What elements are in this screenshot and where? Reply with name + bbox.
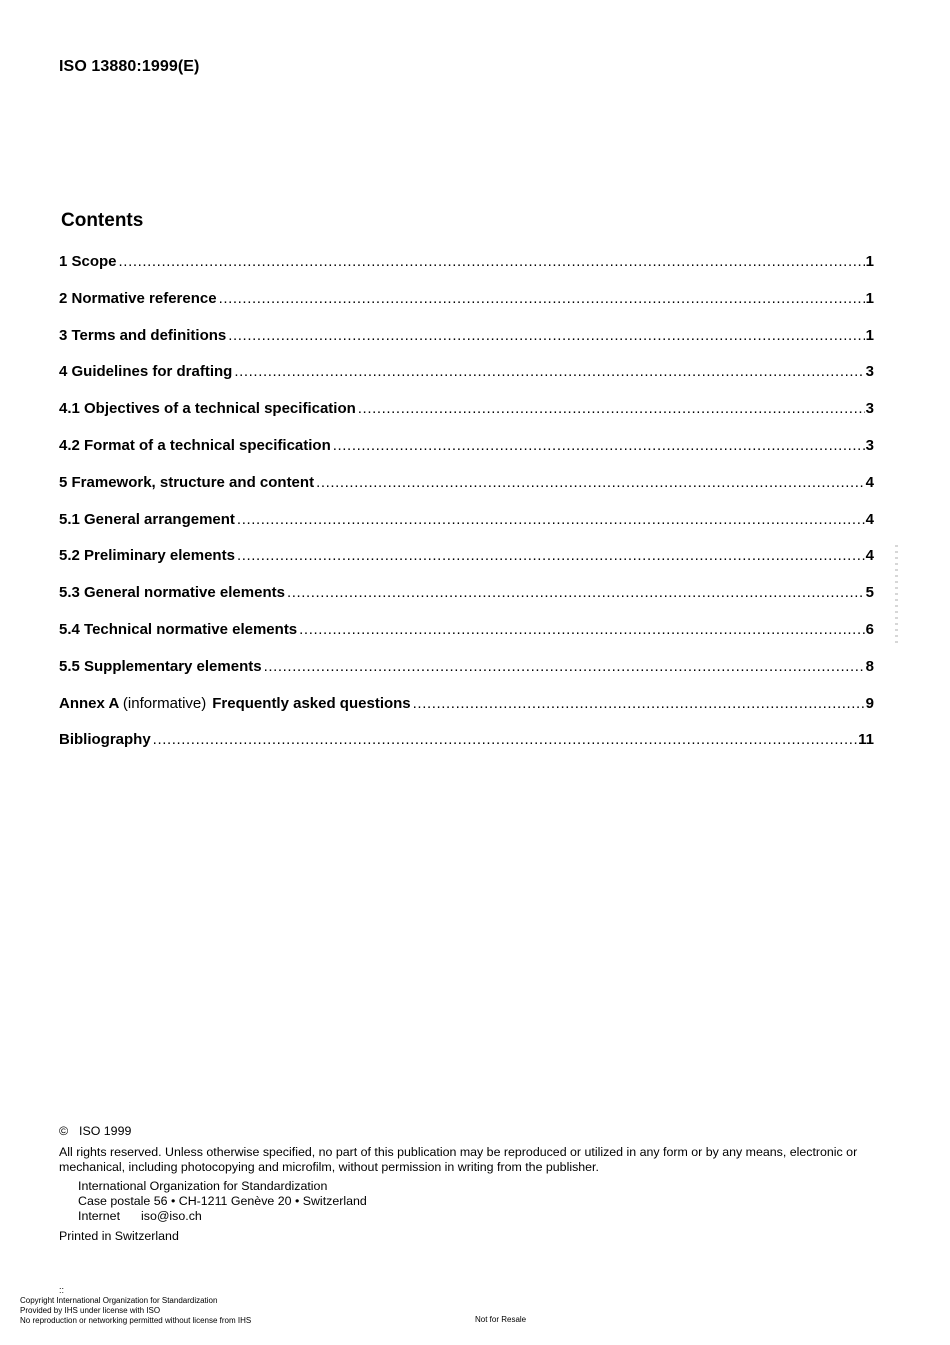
internet-label: Internet [78,1209,121,1223]
toc-entry-objectives[interactable] [59,400,874,437]
toc-leader-dots [119,253,865,270]
toc-entry-page: 6 [865,620,874,638]
toc-entry-page: 5 [865,584,874,602]
copyright-block [59,1124,879,1244]
toc-leader-dots [316,474,865,491]
toc-entry-title: 4.2 Format of a technical specification [59,436,331,454]
footer-dots: :: [59,1285,65,1295]
toc-entry-preliminary-elements[interactable] [59,547,874,584]
toc-entry-title: 5.1 General arrangement [59,510,235,528]
toc-entry-page: 3 [865,436,874,454]
toc-entry-framework[interactable] [59,474,874,511]
toc-leader-dots [358,400,865,417]
toc-entry-annex-a[interactable] [59,695,874,732]
toc-entry-supplementary-elements[interactable] [59,658,874,695]
copyright-symbol: © [59,1124,69,1138]
toc-leader-dots [287,584,865,601]
postal-address: Case postale 56 • CH-1211 Genève 20 • Switzerland [78,1194,367,1208]
toc-leader-dots [219,290,865,307]
table-of-contents [59,253,874,768]
annex-label: Annex A [59,694,119,712]
toc-entry-page: 1 [865,289,874,307]
toc-entry-title: 1 Scope [59,253,117,270]
toc-entry-page: 4 [865,473,874,491]
toc-entry-title: 2 Normative reference [59,289,217,307]
toc-entry-normative-reference[interactable] [59,290,874,327]
toc-entry-guidelines-for-drafting[interactable] [59,363,874,400]
toc-entry-format[interactable] [59,437,874,474]
toc-entry-page: 8 [865,657,874,675]
toc-entry-title: 5 Framework, structure and content [59,473,315,491]
org-name: International Organization for Standardization [78,1179,328,1193]
margin-scan-marks [895,545,898,645]
ihs-notice-line: Copyright International Organization for Standardization [20,1296,218,1305]
toc-entry-page: 11 [858,731,874,749]
publisher-address [59,1179,879,1224]
toc-leader-dots [299,621,865,638]
internet-line [78,1209,879,1224]
ihs-license-notice [20,1296,251,1326]
toc-entry-page: 9 [865,694,874,712]
toc-entry-page: 4 [865,510,874,528]
printed-in: Printed in Switzerland [59,1229,179,1243]
copyright-line [59,1124,879,1139]
toc-entry-page: 3 [865,400,874,418]
not-for-resale: Not for Resale [475,1315,527,1324]
toc-leader-dots [228,327,864,344]
annex-title: Frequently asked questions [212,694,411,712]
toc-entry-general-normative-elements[interactable] [59,584,874,621]
toc-entry-title: 5.5 Supplementary elements [59,657,262,675]
ihs-notice-line: No reproduction or networking permitted without license from IHS [20,1316,252,1325]
toc-entry-title: 4.1 Objectives of a technical specification [59,400,356,418]
toc-leader-dots [333,437,865,454]
toc-entry-title: 5.4 Technical normative elements [59,620,298,638]
toc-entry-page: 4 [865,547,874,565]
document-id: ISO 13880:1999(E) [59,58,200,75]
toc-entry-page: 3 [865,363,874,381]
annex-type: (informative) [122,694,207,712]
toc-entry-title: 4 Guidelines for drafting [59,363,233,381]
toc-entry-title: 3 Terms and definitions [59,326,227,344]
toc-entry-page: 1 [865,253,874,270]
toc-leader-dots [413,695,865,712]
toc-entry-scope[interactable] [59,253,874,290]
ihs-notice-line: Provided by IHS under license with ISO [20,1306,161,1315]
copyright-year: ISO 1999 [79,1124,132,1138]
toc-leader-dots [234,363,864,380]
toc-entry-title [59,695,411,712]
toc-entry-terms-and-definitions[interactable] [59,327,874,364]
toc-entry-technical-normative-elements[interactable] [59,621,874,658]
toc-entry-title: 5.3 General normative elements [59,584,285,602]
toc-entry-page: 1 [865,326,874,344]
toc-leader-dots [237,547,865,564]
toc-leader-dots [237,511,865,528]
toc-entry-bibliography[interactable] [59,731,874,768]
toc-leader-dots [264,658,865,675]
rights-statement: All rights reserved. Unless otherwise specified, no part of this publication may be reproduced or utilized in any form or by any means, electronic or mechanical, including photocopying and microfilm, without permission in writing from the publisher. [59,1145,858,1174]
internet-email[interactable]: iso@iso.ch [141,1209,202,1223]
toc-entry-title: 5.2 Preliminary elements [59,547,235,565]
toc-leader-dots [153,731,857,748]
toc-entry-general-arrangement[interactable] [59,511,874,548]
contents-heading: Contents [61,210,144,231]
toc-entry-title: Bibliography [59,731,151,749]
